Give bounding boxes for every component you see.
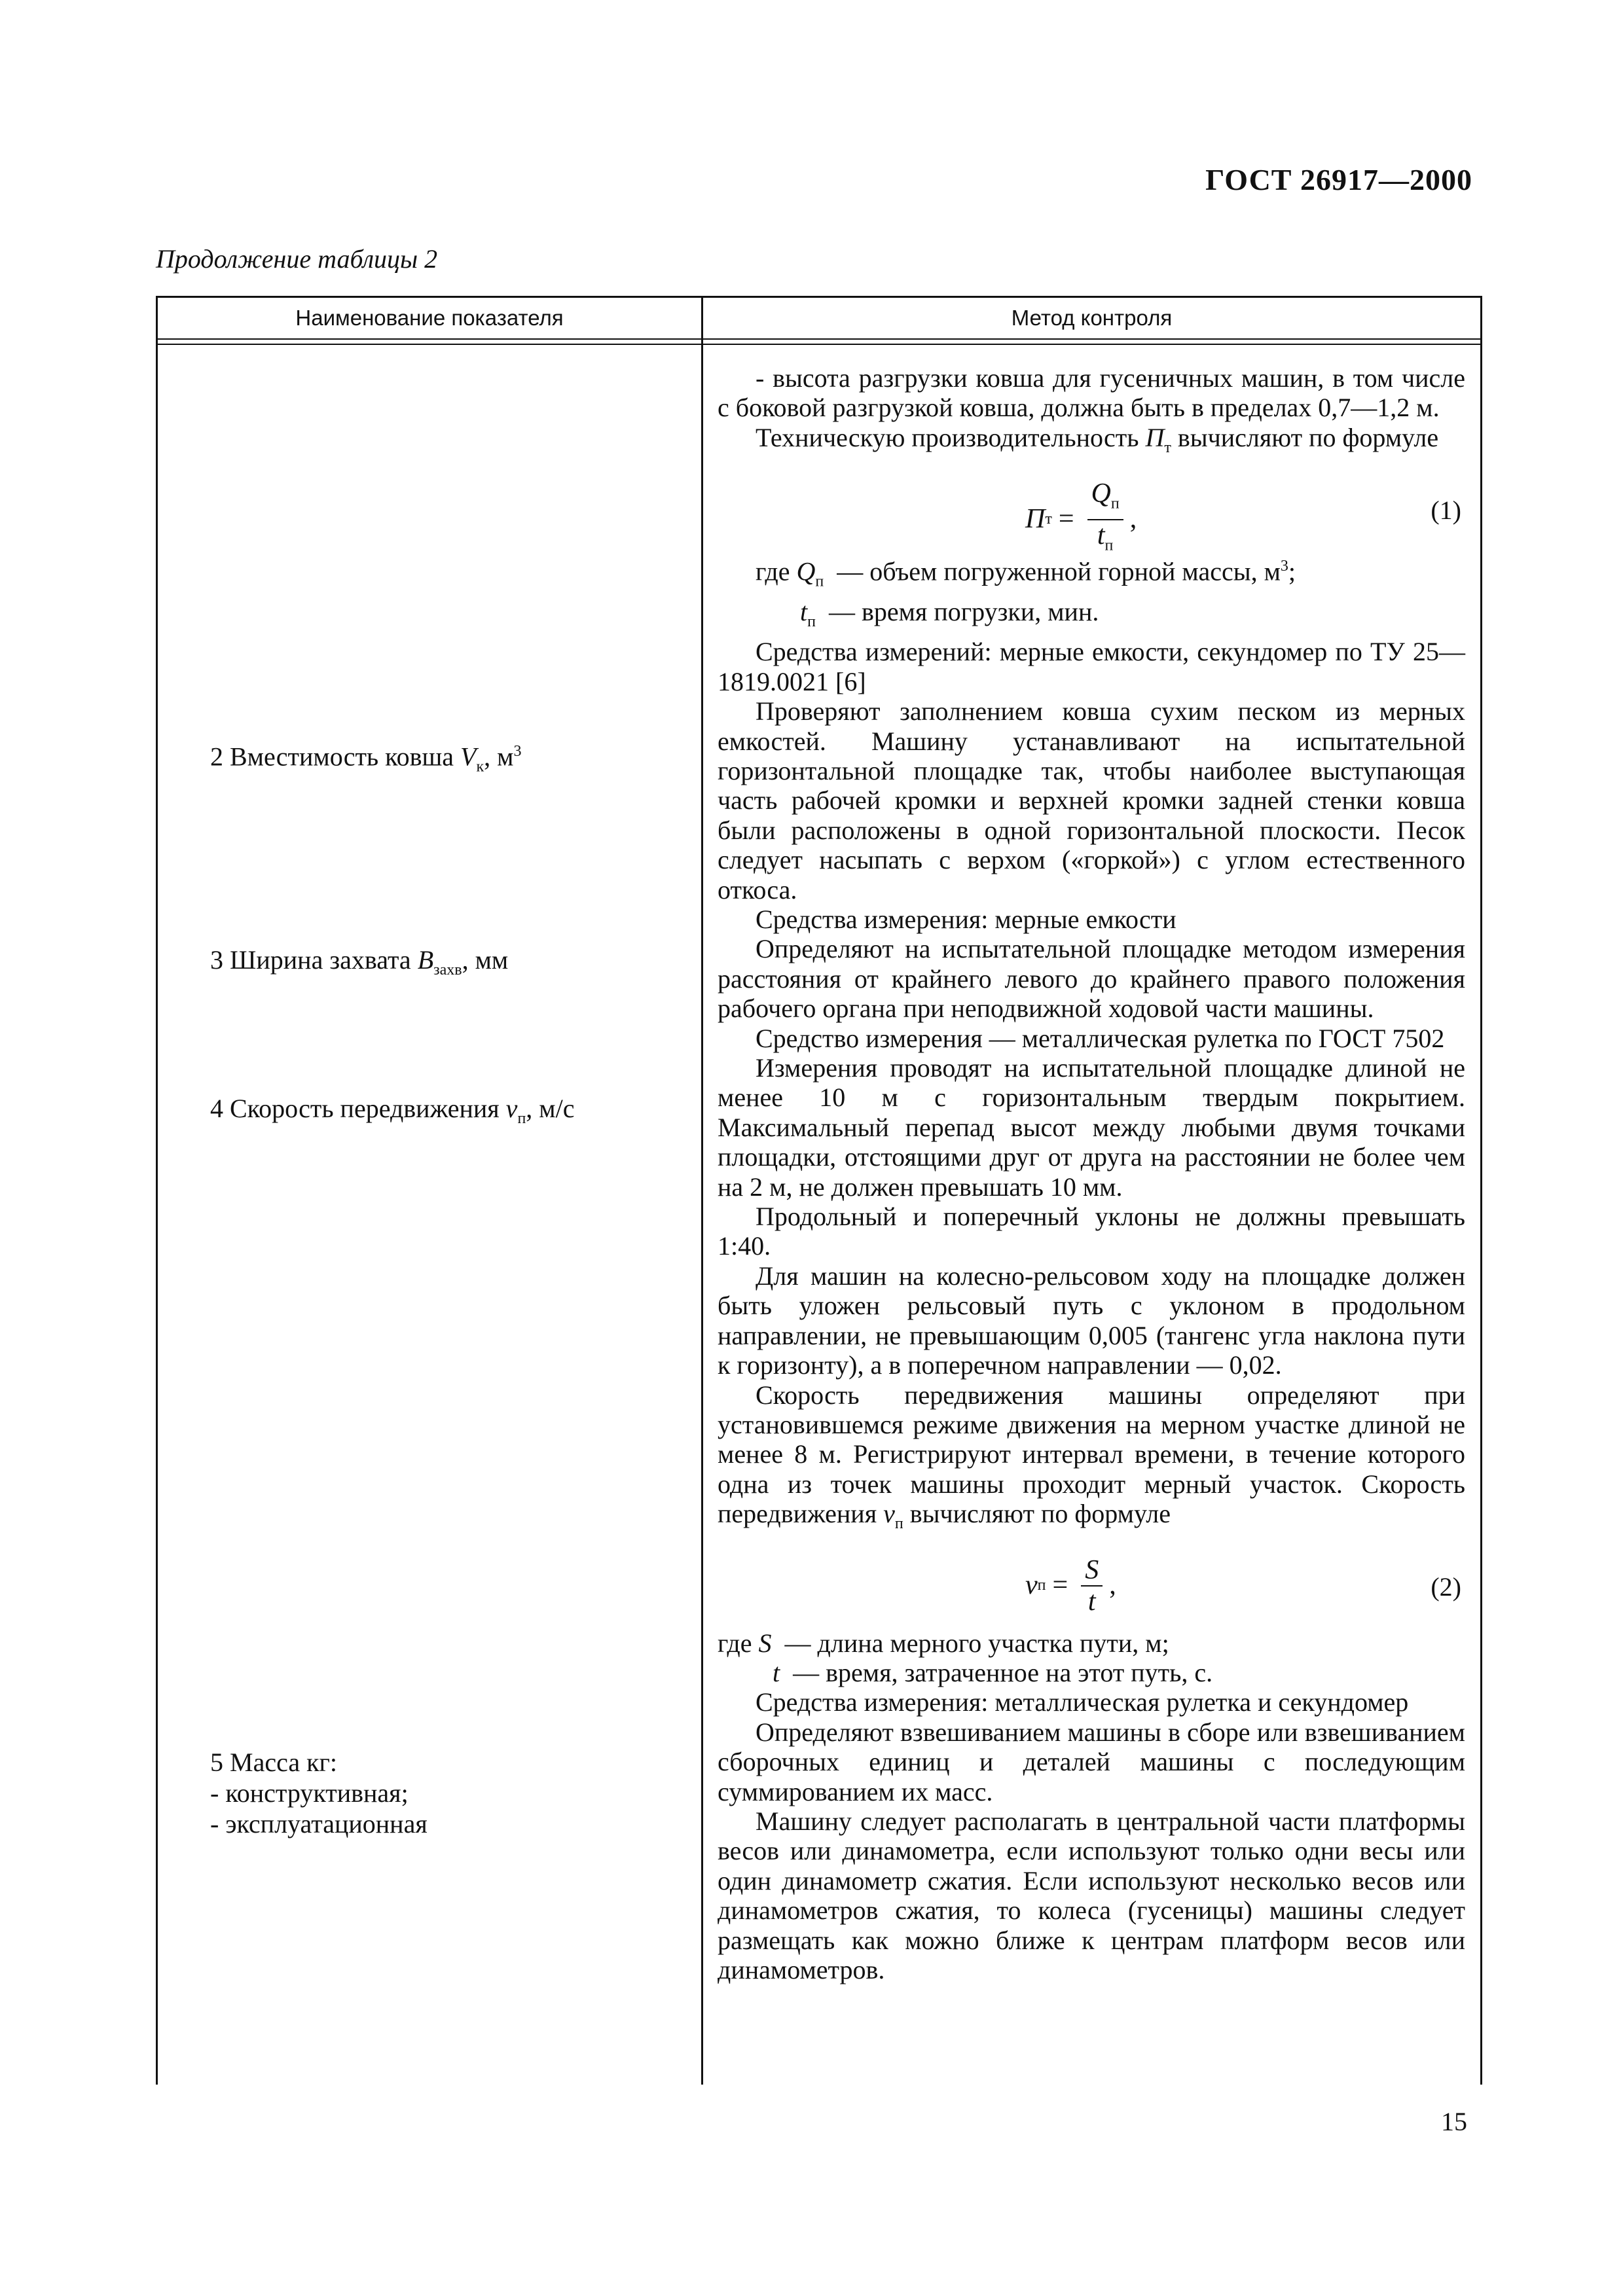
method-paragraph: Средство измерения — металлическая рулетка по ГОСТ 7502: [756, 1023, 1445, 1053]
table-continuation-caption: Продолжение таблицы 2: [156, 244, 438, 274]
method-paragraph: Средства измерения: металлическая рулетка и секундомер: [756, 1687, 1409, 1717]
header-divider-double: [158, 344, 1480, 345]
column-divider: [701, 298, 703, 2085]
document-id: ГОСТ 26917—2000: [1205, 163, 1472, 196]
method-paragraph: Средства измерения: мерные емкости: [756, 905, 1176, 935]
method-paragraph: Скорость передвижения машины определяют при установившемся режиме движения на мерном участке длиной не менее 8 м. Регистрируют интервал времени, в течение которого одна из точек машины проходит мерный участок. Скорость передвижения $v_п$ вычисляют по формуле: [718, 1380, 1465, 1533]
method-paragraph: Продольный и поперечный уклоны не должны превышать 1:40.: [718, 1202, 1465, 1261]
mass-operational: - эксплуатационная: [210, 1809, 428, 1839]
formula-2-legend: где S — длина мерного участка пути, м; t — время, затраченное на этот путь, с.: [718, 1628, 1213, 1687]
indicator-grip-width: 3 Ширина захвата $B_{захв}$, мм: [210, 945, 509, 978]
column-header-indicator: Наименование показателя: [295, 306, 564, 330]
equation-number-2: (2): [1431, 1571, 1461, 1602]
mass-title: 5 Масса кг:: [210, 1748, 338, 1777]
column-header-method: Метод контроля: [1011, 306, 1173, 330]
mass-constructive: - конструктивная;: [210, 1778, 409, 1808]
table: [156, 296, 1482, 2085]
formula-1-legend: где $Q_п$ — объем погруженной горной массы, $м^3$; $t_п$ — время погрузки, мин.: [756, 556, 1296, 630]
method-paragraph: Техническую производительность $П_т$ вычисляют по формуле: [756, 422, 1439, 456]
method-paragraph: - высота разгрузки ковша для гусеничных машин, в том числе с боковой разгрузкой ковша, должна быть в пределах 0,7—1,2 м.: [718, 363, 1465, 423]
method-paragraph: Машину следует располагать в центральной части платформы весов или динамометра, если используют только одни весы или один динамометр сжатия. Если используют несколько весов или динамометров сжатия, то колеса (гусеницы) машины следует размещать как можно ближе к центрам платформ весов или динамометров.: [718, 1806, 1465, 1985]
formula-2: v п = $\frac{S}{t}$ , (2): [1025, 1554, 1461, 1617]
method-paragraph: Проверяют заполнением ковша сухим песком из мерных емкостей. Машину устанавливают на испытательной горизонтальной площадке так, чтобы наиболее выступающая часть рабочей кромки и верхней кромки задней стенки ковша были расположены в одной горизонтальной плоскости. Песок следует насыпать с верхом («горкой») с углом естественного откоса.: [718, 696, 1465, 905]
header-divider: [158, 338, 1480, 340]
method-paragraph: Определяют на испытательной площадке методом измерения расстояния от крайнего левого до крайнего правого положения рабочего органа при неподвижной ходовой части машины.: [718, 934, 1465, 1024]
indicator-mass: [210, 1747, 428, 1839]
method-paragraph: Определяют взвешиванием машины в сборе или взвешиванием сборочных единиц и деталей машины с последующим суммированием их масс.: [718, 1717, 1465, 1806]
method-paragraph: Средства измерений: мерные емкости, секундомер по ТУ 25—1819.0021 [6]: [718, 637, 1465, 696]
page-number: 15: [1441, 2107, 1467, 2136]
equation-number-1: (1): [1431, 495, 1461, 526]
formula-1: П т = $\frac{Q_п}{t_п}$ , (1): [1025, 478, 1461, 554]
indicator-travel-speed: 4 Скорость передвижения $v_п$, м/с: [210, 1094, 575, 1127]
method-column: [718, 363, 1465, 1984]
method-paragraph: Для машин на колесно-рельсовом ходу на площадке должен быть уложен рельсовый путь с уклоном в продольном направлении, не превышающим 0,005 (тангенс угла наклона пути к горизонту), а в поперечном направлении — 0,02.: [718, 1261, 1465, 1380]
method-paragraph: Измерения проводят на испытательной площадке длиной не менее 10 м с горизонтальным твердым покрытием. Максимальный перепад высот между любыми двумя точками площадки, отстоящими друг от друга на расстоянии не более чем на 2 м, не должен превышать 10 мм.: [718, 1053, 1465, 1202]
indicator-bucket-capacity: 2 Вместимость ковша $V_к$, $м^3$: [210, 742, 522, 776]
